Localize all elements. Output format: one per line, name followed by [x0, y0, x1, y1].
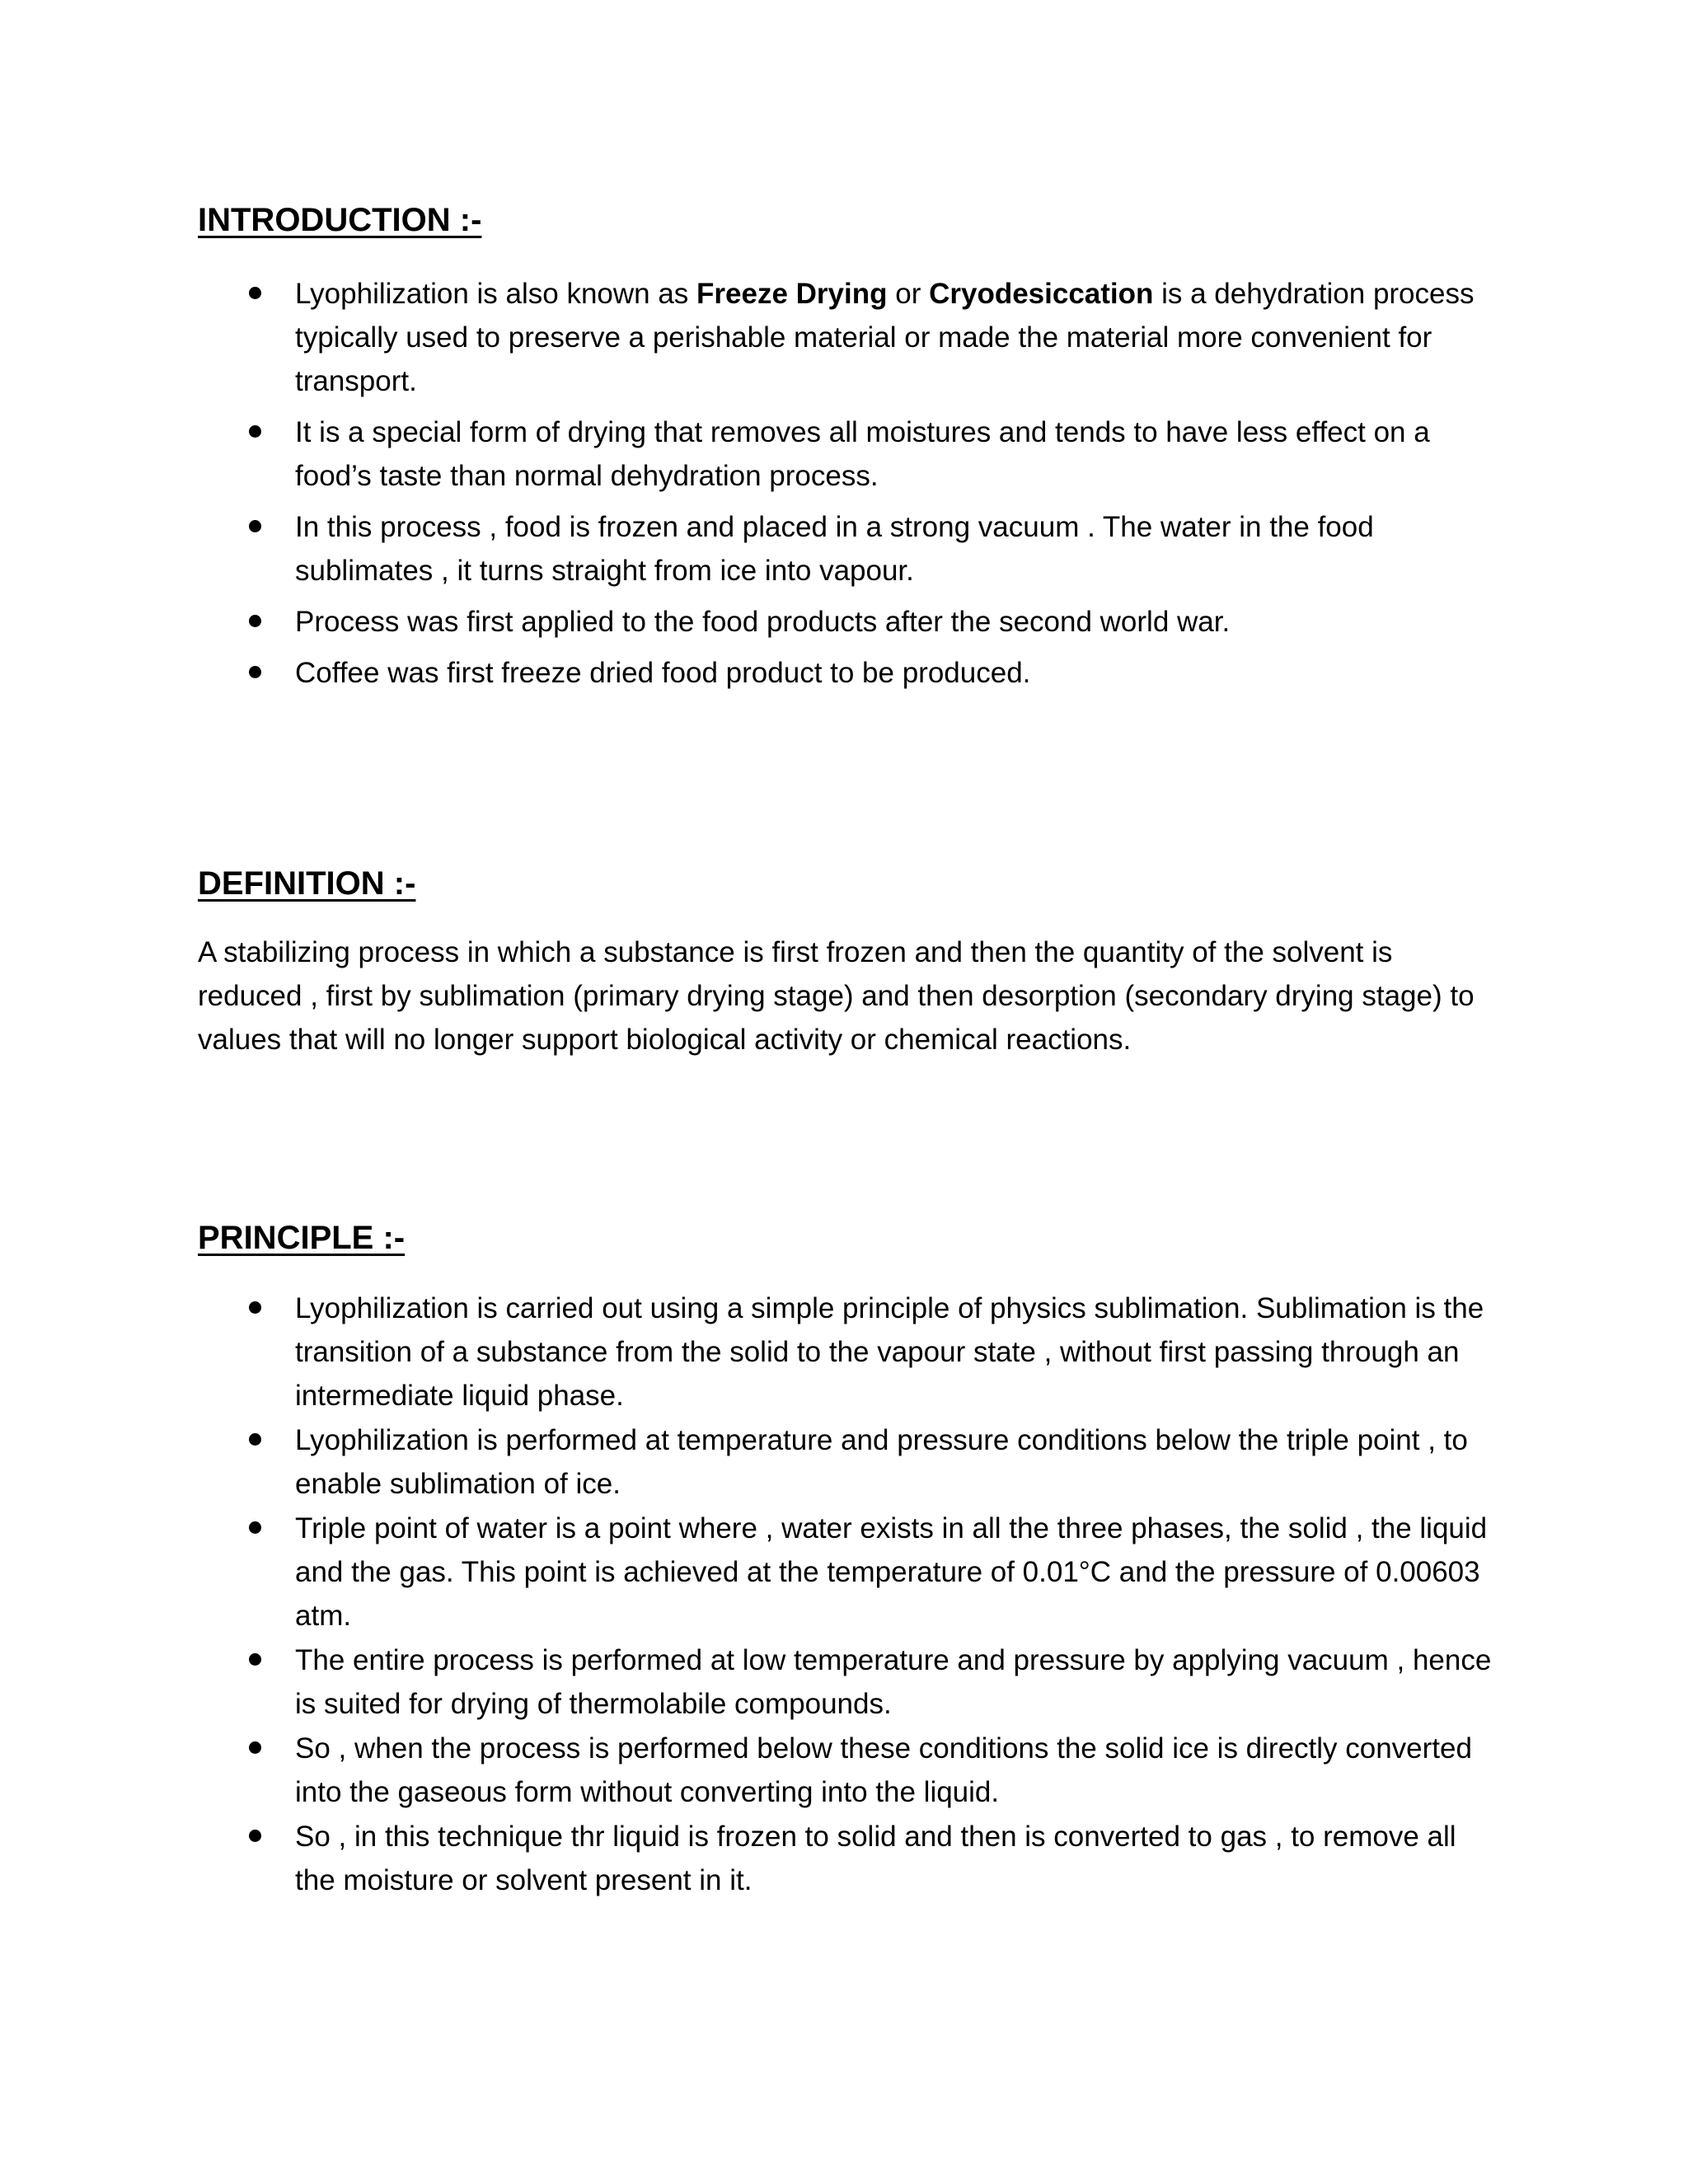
principle-section — [198, 1216, 1500, 1903]
introduction-section — [198, 198, 1500, 702]
introduction-list — [198, 272, 1500, 695]
list-item-text: Lyophilization is performed at temperature and pressure conditions below the triple point , to enable sublimation of ice. — [295, 1424, 1468, 1500]
bold-term-freeze-drying: Freeze Drying — [696, 278, 888, 310]
principle-heading: PRINCIPLE :- — [198, 1220, 406, 1256]
list-item — [198, 410, 1500, 498]
list-item-text: Triple point of water is a point where , water exists in all the three phases, the solid , the liquid and the gas. This point is achieved at the temperature of 0.01°C and the pressure of 0.00603 atm. — [295, 1512, 1488, 1632]
list-item-text: In this process , food is frozen and placed in a strong vacuum . The water in the food sublimates , it turns straight from ice into vapour. — [295, 511, 1374, 587]
bullet-icon — [249, 1433, 261, 1446]
list-item — [198, 1418, 1500, 1506]
bullet-icon — [249, 425, 261, 438]
list-item-text: Lyophilization is also known as Freeze Drying or Cryodesiccation is a dehydration process typically used to preserve a perishable material or made the material more convenient for transport. — [295, 278, 1475, 397]
list-item — [198, 272, 1500, 403]
bullet-icon — [249, 666, 261, 678]
list-item — [198, 1507, 1500, 1638]
bullet-icon — [249, 1741, 261, 1754]
list-item — [198, 505, 1500, 593]
bullet-icon — [249, 1653, 261, 1666]
bullet-icon — [249, 1521, 261, 1534]
list-item — [198, 1638, 1500, 1726]
list-item-text: So , when the process is performed below these conditions the solid ice is directly converted into the gaseous form without converting into the liquid. — [295, 1732, 1472, 1808]
bullet-icon — [249, 615, 261, 627]
bullet-icon — [249, 1830, 261, 1842]
list-item — [198, 1727, 1500, 1814]
list-item — [198, 651, 1500, 695]
bold-term-cryodesiccation: Cryodesiccation — [929, 278, 1154, 310]
principle-list — [198, 1286, 1500, 1902]
list-item-text: The entire process is performed at low temperature and pressure by applying vacuum , hence is suited for drying of thermolabile compounds. — [295, 1644, 1492, 1720]
list-item-text: It is a special form of drying that removes all moistures and tends to have less effect on a food’s taste than normal dehydration process. — [295, 416, 1430, 492]
list-item-text: Process was first applied to the food products after the second world war. — [295, 606, 1231, 638]
bullet-icon — [249, 520, 261, 532]
list-item — [198, 600, 1500, 644]
introduction-heading: INTRODUCTION :- — [198, 202, 482, 238]
list-item-text: Lyophilization is carried out using a simple principle of physics sublimation. Sublimation is the transition of a substance from the solid to the vapour state , without first passing through an intermediate liquid phase. — [295, 1292, 1484, 1412]
list-item-text: Coffee was first freeze dried food product to be produced. — [295, 657, 1031, 689]
definition-heading: DEFINITION :- — [198, 865, 416, 902]
list-item-text: So , in this technique thr liquid is frozen to solid and then is converted to gas , to remove all the moisture or solvent present in it. — [295, 1821, 1456, 1896]
definition-text: A stabilizing process in which a substance is first frozen and then the quantity of the solvent is reduced , first by sublimation (primary drying stage) and then desorption (secondary drying stage) to values that will no longer support biological activity or chemical reactions. — [198, 936, 1475, 1056]
definition-section — [198, 861, 1500, 1062]
list-item — [198, 1815, 1500, 1902]
bullet-icon — [249, 287, 261, 299]
bullet-icon — [249, 1301, 261, 1314]
list-item — [198, 1286, 1500, 1418]
